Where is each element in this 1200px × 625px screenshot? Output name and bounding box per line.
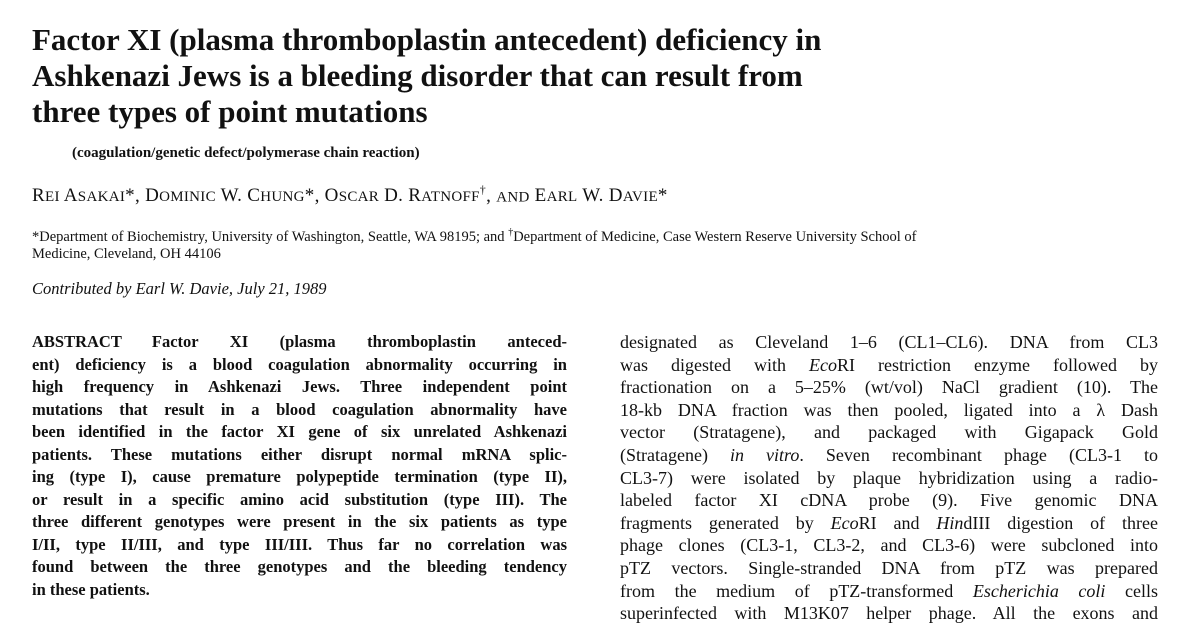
author-list: REI ASAKAI*, DOMINIC W. CHUNG*, OSCAR D. RATNOFF†, AND EARL W. DAVIE* [32, 183, 668, 207]
body-line: CL3-7) were isolated by plaque hybridization using a radio- [620, 467, 1158, 488]
body-text-column [620, 331, 1158, 625]
body-line: fractionation on a 5–25% (wt/vol) NaCl gradient (10). The [620, 377, 1158, 398]
abstract-line: ent) deficiency is a blood coagulation abnormality occurring in [32, 354, 567, 374]
abstract-line: been identified in the factor XI gene of six unrelated Ashkenazi [32, 422, 567, 441]
abstract-line: three different genotypes were present in the six patients as type [32, 512, 567, 531]
abstract-line: found between the three genotypes and the bleeding tendency [32, 557, 567, 576]
title-line: Ashkenazi Jews is a bleeding disorder that can result from [32, 58, 803, 93]
abstract-heading: ABSTRACT [32, 332, 122, 351]
contributed-by: Contributed by Earl W. Davie, July 21, 1989 [32, 279, 327, 298]
author-name: EARL W. DAVIE* [534, 185, 668, 207]
body-line: 18-kb DNA fraction was then pooled, ligated into a λ Dash [620, 399, 1158, 420]
title-line: Factor XI (plasma thromboplastin antecedent) deficiency in [32, 22, 822, 57]
abstract-line: mutations that result in a blood coagulation abnormality have [32, 399, 567, 419]
body-line: vector (Stratagene), and packaged with Gigapack Gold [620, 422, 1158, 443]
author-name: DOMINIC W. CHUNG* [145, 185, 315, 207]
body-line: labeled factor XI cDNA probe (9). Five genomic DNA [620, 490, 1158, 511]
article-title [32, 22, 1112, 130]
author-name: OSCAR D. RATNOFF† [324, 183, 487, 207]
body-line: (Stratagene) in vitro. Seven recombinant phage (CL3-1 to [620, 444, 1158, 465]
abstract-line: I/II, type II/III, and type III/III. Thus far no correlation was [32, 534, 567, 554]
body-line: was digested with EcoRI restriction enzyme followed by [620, 354, 1158, 375]
body-line: fragments generated by EcoRI and HindIII digestion of three [620, 512, 1158, 533]
abstract-line: high frequency in Ashkenazi Jews. Three independent point [32, 377, 567, 396]
abstract-line: ing (type I), cause premature polypeptide termination (type II), [32, 467, 567, 486]
abstract-line: patients. These mutations either disrupt normal mRNA splic- [32, 444, 567, 464]
body-line: superinfected with M13K07 helper phage. All the exons and [620, 603, 1158, 624]
abstract-line: or result in a specific amino acid substitution (type III). The [32, 489, 567, 509]
abstract-line: ABSTRACT Factor XI (plasma thromboplastin anteced- [32, 332, 567, 351]
author-conjunction: AND [496, 189, 530, 206]
author-name: REI ASAKAI* [32, 185, 135, 207]
body-line: designated as Cleveland 1–6 (CL1–CL6). DNA from CL3 [620, 332, 1158, 352]
title-line: three types of point mutations [32, 94, 428, 129]
abstract [32, 331, 567, 601]
body-line: from the medium of pTZ-transformed Escherichia coli cells [620, 580, 1158, 601]
body-line: phage clones (CL3-1, CL3-2, and CL3-6) were subcloned into [620, 535, 1158, 556]
abstract-line: in these patients. [32, 579, 150, 599]
body-line: pTZ vectors. Single-stranded DNA from pTZ was prepared [620, 557, 1158, 578]
affiliations: *Department of Biochemistry, University of Washington, Seattle, WA 98195; and †Department of Medicine, Case Western Reserve University School of Medicine, Cleveland, OH 44106 [32, 227, 917, 262]
keywords: (coagulation/genetic defect/polymerase chain reaction) [72, 145, 420, 161]
